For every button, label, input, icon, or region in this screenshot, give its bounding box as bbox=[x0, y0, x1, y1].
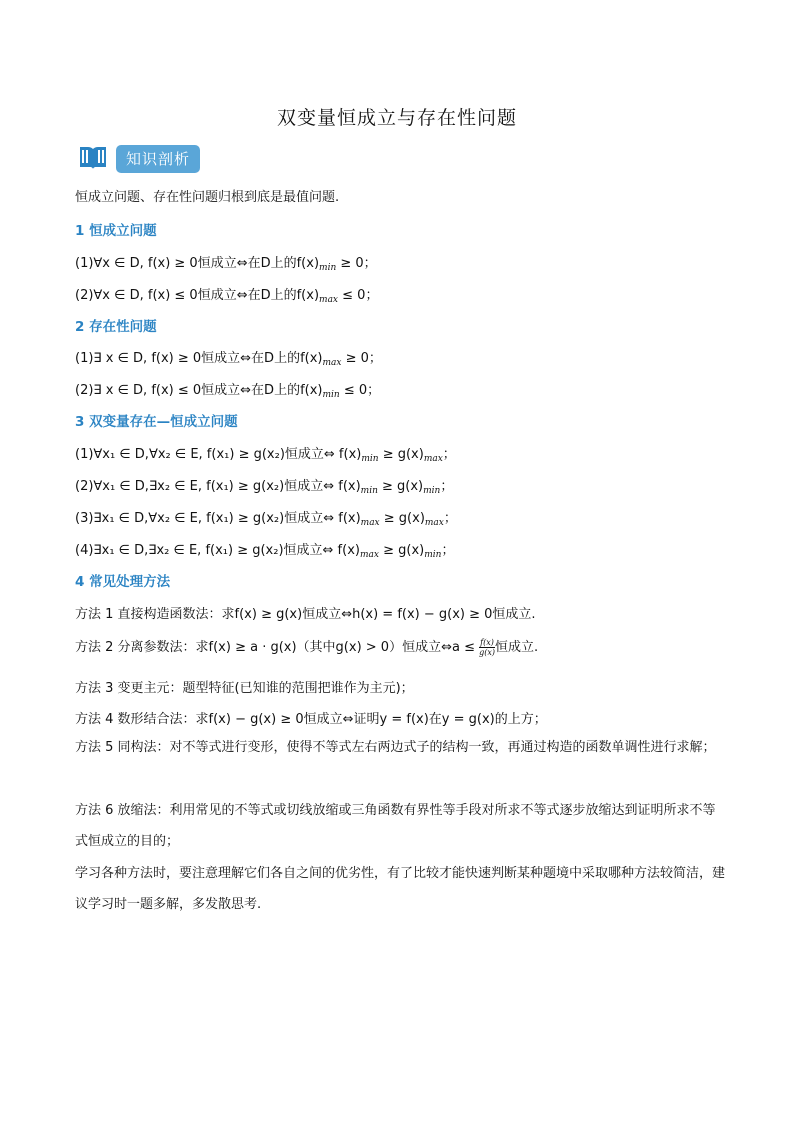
fraction: $\frac{f(x)}{g(x)}$ bbox=[479, 638, 495, 657]
formula-d3: (3)∃x₁ ∈ D,∀x₂ ∈ E, f(x₁) ≥ g(x₂)恒成立⇔ $f(x)_{max} \ge g(x)_{max}$； bbox=[75, 511, 457, 528]
section-heading-3: 3 双变量存在—恒成立问题 bbox=[75, 414, 238, 430]
section-heading-1: 1 恒成立问题 bbox=[75, 223, 157, 239]
banner-label: 知识剖析 bbox=[116, 145, 200, 173]
method-4: 方法 4 数形结合法：求f(x) − g(x) ≥ 0恒成立⇔证明y = f(x)在y = g(x)的上方； bbox=[75, 712, 547, 727]
formula-2: (2)∀x ∈ D, f(x) ≤ 0恒成立⇔在D上的$f(x)_{max} \le 0$； bbox=[75, 288, 379, 305]
section-heading-2: 2 存在性问题 bbox=[75, 319, 157, 335]
method-2: 方法 2 分离参数法：求f(x) ≥ a · g(x)（其中g(x) > 0）恒成立⇔a ≤ $\frac{f(x)}{g(x)}$ 恒成立. bbox=[75, 638, 539, 657]
method-1: 方法 1 直接构造函数法：求f(x) ≥ g(x)恒成立⇔h(x) = f(x) − g(x) ≥ 0恒成立. bbox=[75, 607, 536, 622]
formula-3: (1)∃ x ∈ D, f(x) ≥ 0恒成立⇔在D上的$f(x)_{max} \ge 0$； bbox=[75, 351, 382, 368]
section-heading-4: 4 常见处理方法 bbox=[75, 574, 171, 590]
formula-1: (1)∀x ∈ D, f(x) ≥ 0恒成立⇔在D上的$f(x)_{min} \ge 0$； bbox=[75, 256, 377, 273]
formula-d1: (1)∀x₁ ∈ D,∀x₂ ∈ E, f(x₁) ≥ g(x₂)恒成立⇔ $f(x)_{min} \ge g(x)_{max}$； bbox=[75, 447, 456, 464]
closing-paragraph: 学习各种方法时，要注意理解它们各自之间的优劣性，有了比较才能快速判断某种题境中采取哪种方法较简洁，建议学习时一题多解，多发散思考. bbox=[75, 866, 726, 912]
page-title: 双变量恒成立与存在性问题 bbox=[276, 107, 517, 129]
intro-text: 恒成立问题、存在性问题归根到底是最值问题. bbox=[75, 190, 340, 205]
open-book-icon bbox=[78, 143, 108, 175]
method-6: 方法 6 放缩法：利用常见的不等式或切线放缩或三角函数有界性等手段对所求不等式逐步放缩达到证明所求不等式恒成立的目的； bbox=[75, 803, 716, 849]
method-5: 方法 5 同构法：对不等式进行变形，使得不等式左右两边式子的结构一致，再通过构造的函数单调性进行求解； bbox=[75, 740, 716, 755]
formula-4: (2)∃ x ∈ D, f(x) ≤ 0恒成立⇔在D上的$f(x)_{min} \le 0$； bbox=[75, 383, 381, 400]
section-banner bbox=[78, 144, 200, 174]
formula-d2: (2)∀x₁ ∈ D,∃x₂ ∈ E, f(x₁) ≥ g(x₂)恒成立⇔ $f(x)_{min} \ge g(x)_{min}$； bbox=[75, 479, 454, 496]
formula-d4: (4)∃x₁ ∈ D,∃x₂ ∈ E, f(x₁) ≥ g(x₂)恒成立⇔ $f(x)_{max} \ge g(x)_{min}$； bbox=[75, 543, 455, 560]
method-3: 方法 3 变更主元：题型特征(已知谁的范围把谁作为主元)； bbox=[75, 681, 414, 696]
